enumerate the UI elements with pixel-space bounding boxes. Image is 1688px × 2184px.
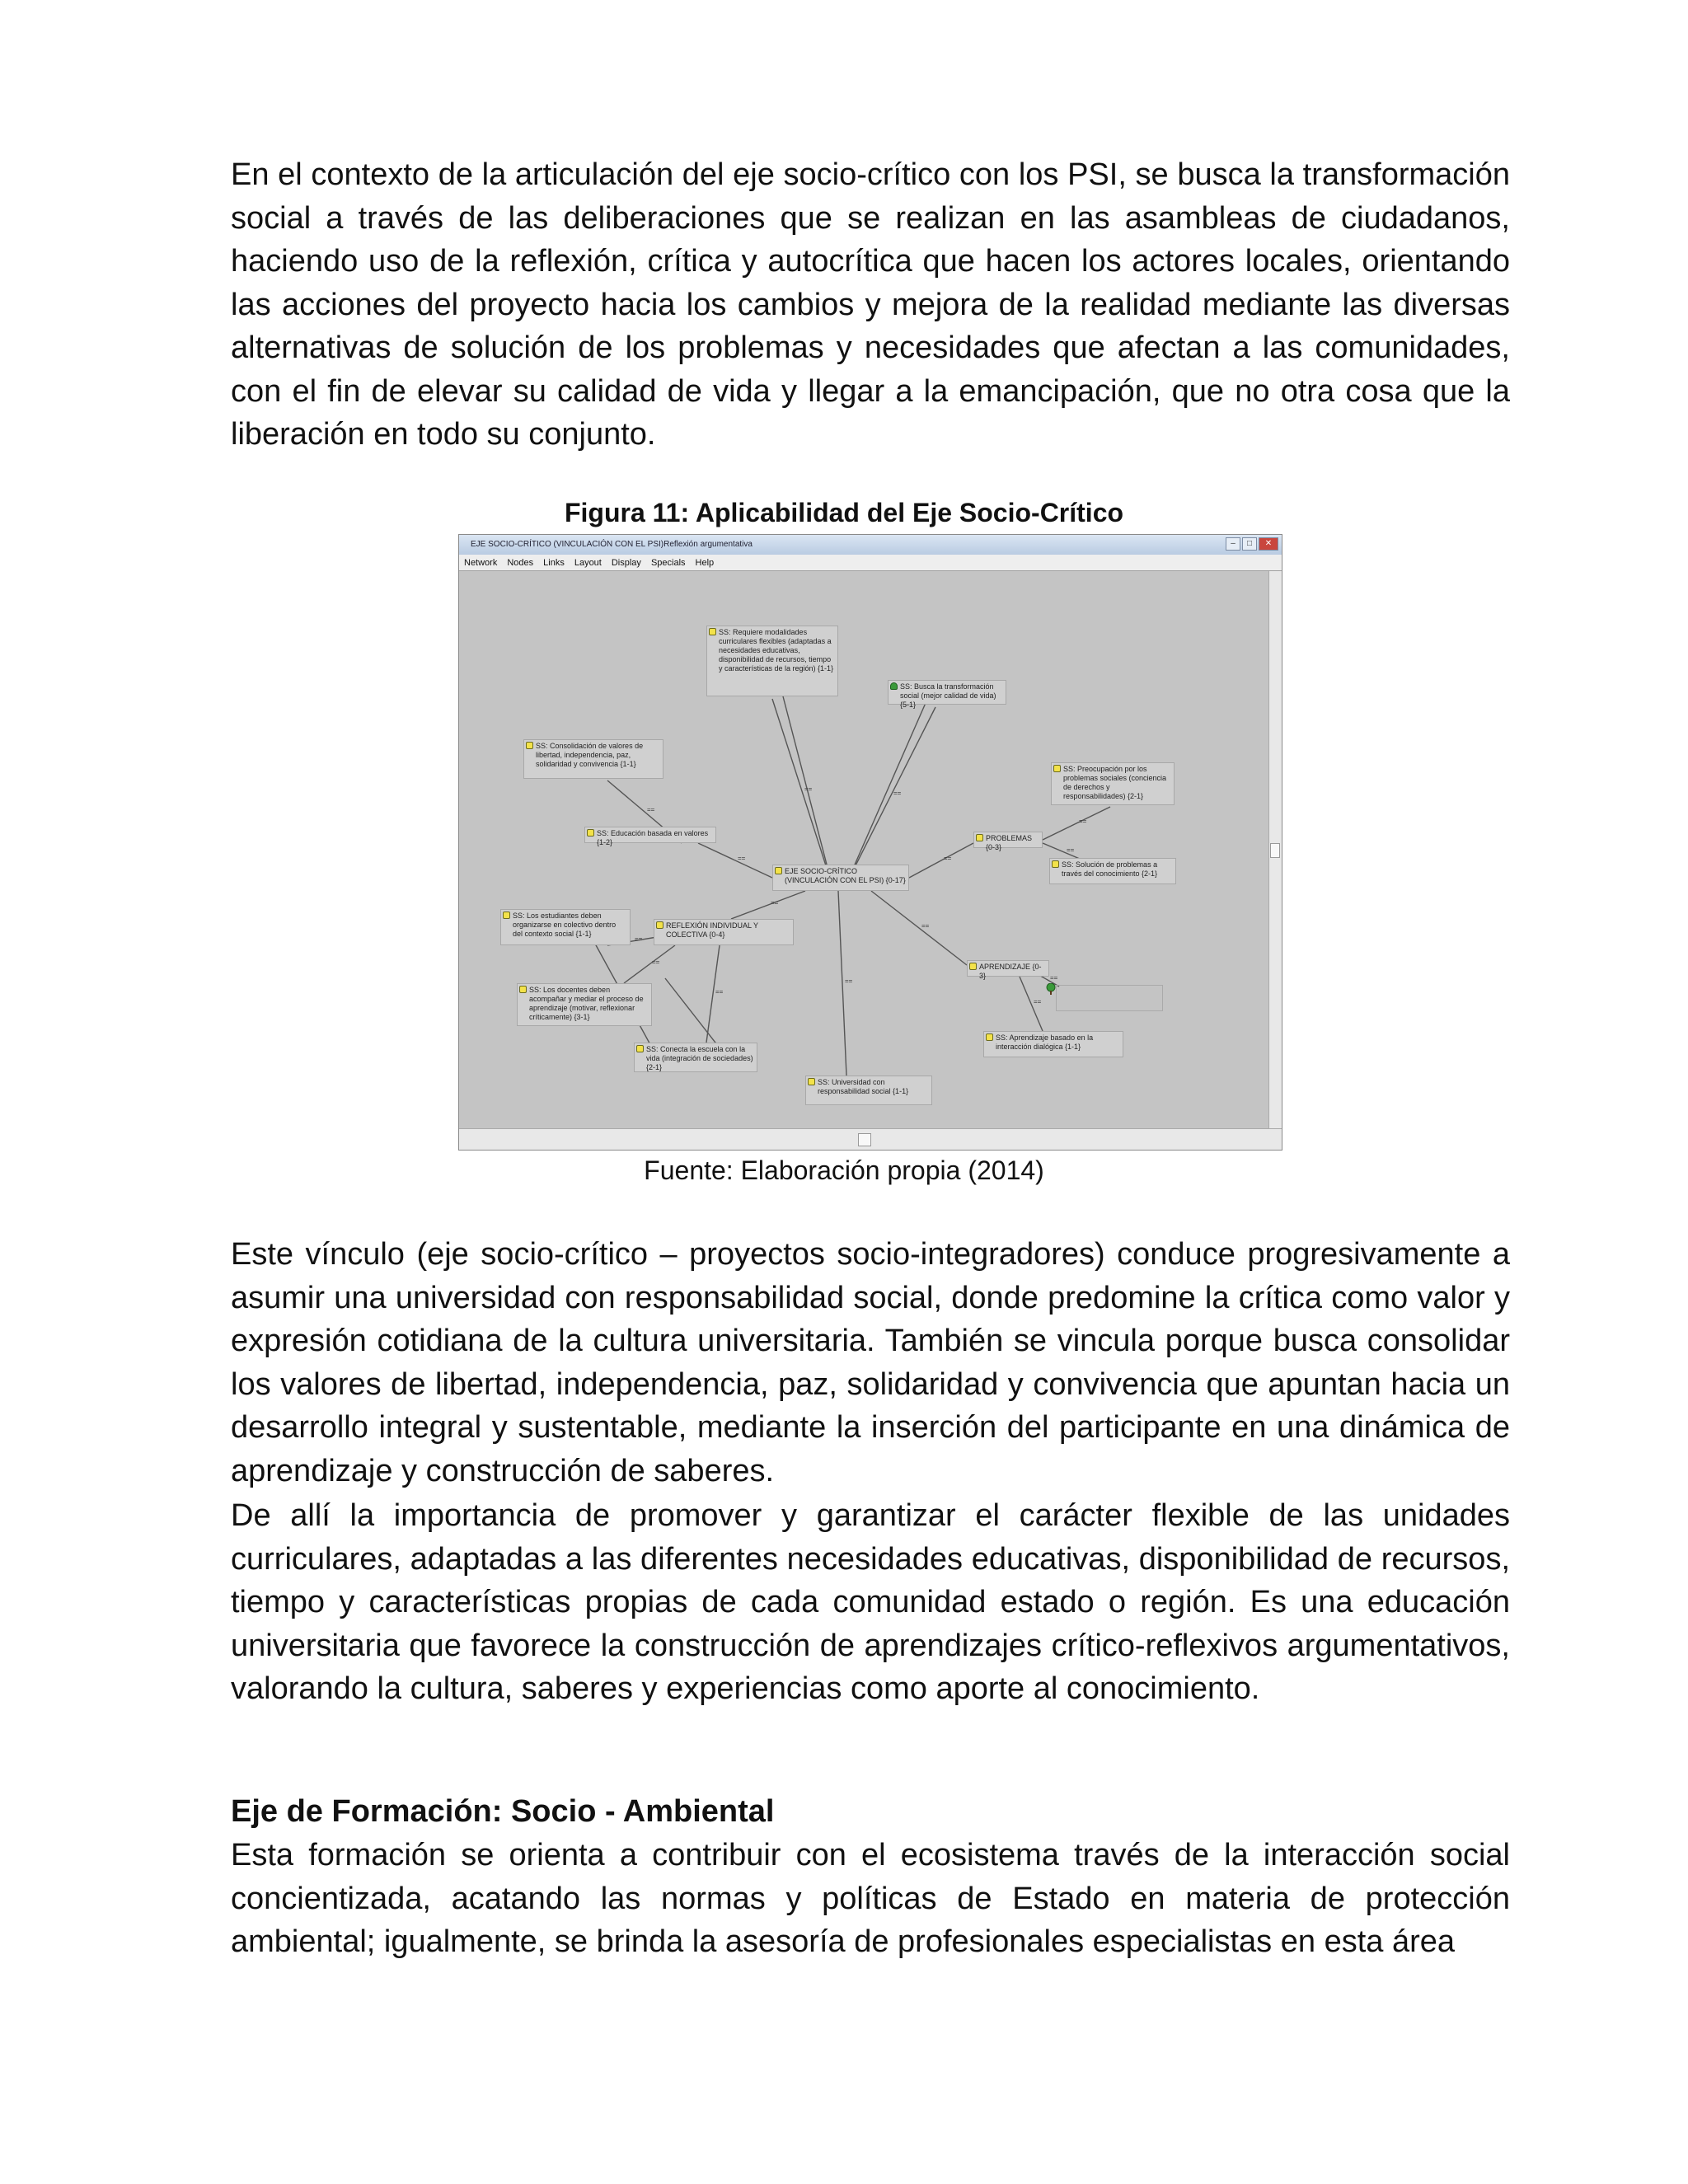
code-icon: [503, 912, 510, 919]
horizontal-scrollbar[interactable]: [459, 1128, 1282, 1150]
node-escuela[interactable]: SS: Conecta la escuela con la vida (integración de sociedades) {2-1}: [634, 1043, 757, 1072]
menu-links[interactable]: Links: [543, 558, 565, 568]
paragraph-vinculo: Este vínculo (eje socio-crítico – proyectos socio-integradores) conduce progresivamente a asumir una universidad con responsabilidad social, donde predomine la crítica como valor y expresión cotidiana de la cultura universitaria. También se vincula porque busca consolidar los valores de libertad, independencia, paz, solidaridad y convivencia que apuntan hacia un desarrollo integral y sustentable, mediante la inserción del participante en una dinámica de aprendizaje y construcción de saberes.: [231, 1237, 1510, 1488]
maximize-icon[interactable]: □: [1242, 537, 1257, 551]
node-solucion[interactable]: SS: Solución de problemas a través del conocimiento {2-1}: [1049, 858, 1176, 884]
window-controls: [1226, 537, 1278, 551]
link-center-transformacion: [846, 707, 935, 883]
node-reflexion[interactable]: REFLEXIÓN INDIVIDUAL Y COLECTIVA {0-4}: [654, 919, 794, 945]
code-icon: [1052, 860, 1059, 868]
menu-specials[interactable]: Specials: [650, 558, 686, 568]
paragraph-intro: En el contexto de la articulación del eje socio-crítico con los PSI, se busca la transformación social a través de las deliberaciones que se realizan en las asambleas de ciudadanos, haciendo uso de la reflexión, crítica y autocrítica que hacen los actores locales, orientando las acciones del proyecto hacia los cambios y mejora de la realidad mediante las diversas alternativas de solución de los problemas y necesidades que afectan a las comunidades, con el fin de elevar su calidad de vida y llegar a la emancipación, que no otra cosa que la liberación en todo su conjunto.: [231, 157, 1510, 452]
tree-icon: [890, 682, 898, 690]
paragraph-importancia: De allí la importancia de promover y garantizar el carácter flexible de las unidades curriculares, adaptadas a las diferentes necesidades educativas, disponibilidad de recursos, tiempo y características propias de cada comunidad estado o región. Es una educación universitaria que favorece la construcción de aprendizajes crítico-reflexivos argumentativos, valorando la cultura, saberes y experiencias como aporte al conocimiento.: [231, 1498, 1510, 1706]
link-problemas-preocupacion: [1043, 807, 1110, 840]
menu-layout[interactable]: Layout: [574, 558, 602, 568]
link-label: ==: [1079, 818, 1087, 825]
node-transformacion[interactable]: SS: Busca la transformación social (mejor calidad de vida) {5-1}: [888, 680, 1006, 705]
link-label: ==: [804, 785, 813, 793]
link-label: ==: [1034, 998, 1042, 1005]
link-center-educacion: [698, 843, 772, 878]
node-docentes[interactable]: SS: Los docentes deben acompañar y mediar el proceso de aprendizaje (motivar, reflexionar críticamente) {3-1}: [517, 983, 652, 1026]
menu-bar: [459, 555, 1282, 571]
node-aprendizaje[interactable]: APRENDIZAJE {0-3}: [967, 960, 1049, 977]
link-label: ==: [893, 790, 902, 797]
node-center[interactable]: EJE SOCIO-CRÍTICO (VINCULACIÓN CON EL PSI) {0-17}: [772, 865, 909, 891]
link-label: ==: [845, 977, 853, 985]
figure-source: Fuente: Elaboración propia (2014): [644, 1155, 1044, 1185]
menu-nodes[interactable]: Nodes: [507, 558, 534, 568]
link-center-aprendizaje: [871, 891, 967, 965]
code-icon: [808, 1078, 815, 1085]
code-icon: [587, 829, 594, 837]
node-consolidacion[interactable]: SS: Consolidación de valores de libertad, independencia, paz, solidaridad y convivencia {1-1}: [523, 739, 663, 779]
window-title: EJE SOCIO-CRÍTICO (VINCULACIÓN CON EL PSI)Reflexión argumentativa: [471, 540, 753, 549]
scroll-thumb[interactable]: [1270, 843, 1280, 858]
link-label: ==: [635, 935, 643, 943]
code-icon: [986, 1033, 993, 1041]
link-label: ==: [715, 988, 724, 996]
link-label: ==: [921, 922, 930, 930]
menu-help[interactable]: Help: [695, 558, 715, 568]
close-icon[interactable]: ✕: [1259, 537, 1278, 551]
link-center-problemas: [909, 843, 973, 878]
link-label: ==: [652, 958, 660, 966]
figure-title: Figura 11: Aplicabilidad del Eje Socio-Crítico: [564, 498, 1124, 527]
link-center-modalidades: [772, 699, 832, 883]
window-titlebar: [459, 535, 1282, 555]
node-universidad[interactable]: SS: Universidad con responsabilidad social {1-1}: [805, 1076, 932, 1105]
node-preocupacion[interactable]: SS: Preocupación por los problemas sociales (conciencia de derechos y responsabilidades) {2-1}: [1051, 762, 1175, 805]
code-icon: [636, 1045, 644, 1052]
network-canvas[interactable]: [459, 571, 1270, 1128]
network-window-screenshot: [458, 534, 1282, 1151]
code-icon: [775, 867, 782, 874]
link-label: ==: [944, 855, 952, 862]
link-label: ==: [771, 899, 779, 907]
link-reflexion-docentes: [624, 945, 675, 983]
code-icon: [656, 921, 663, 929]
code-icon: [526, 742, 533, 749]
link-label: ==: [647, 806, 655, 813]
network-link-set: [459, 571, 1270, 1128]
node-lone[interactable]: [1056, 985, 1163, 1011]
code-icon: [1053, 765, 1061, 772]
section-heading: Eje de Formación: Socio - Ambiental: [231, 1794, 775, 1829]
vertical-scrollbar[interactable]: [1268, 571, 1282, 1128]
node-aprendizaje-dialogico[interactable]: SS: Aprendizaje basado en la interacción dialógica {1-1}: [983, 1031, 1123, 1057]
link-label: ==: [738, 855, 746, 862]
code-icon: [969, 963, 977, 970]
scroll-thumb[interactable]: [858, 1133, 871, 1146]
menu-display[interactable]: Display: [611, 558, 641, 568]
paragraph-socio-ambiental: Esta formación se orienta a contribuir con el ecosistema través de la interacción social concientizada, acatando las normas y políticas de Estado en materia de protección ambiental; igualmente, se brinda la asesoría de profesionales especialistas en esta área: [231, 1838, 1510, 1959]
link-label: ==: [1067, 846, 1075, 854]
node-estudiantes[interactable]: SS: Los estudiantes deben organizarse en colectivo dentro del contexto social {1-1}: [500, 909, 631, 945]
node-modalidades[interactable]: SS: Requiere modalidades curriculares flexibles (adaptadas a necesidades educativas, disponibilidad de recursos, tiempo y características de la región) {1-1}: [706, 626, 838, 696]
node-educacion-valores[interactable]: SS: Educación basada en valores {1-2}: [584, 827, 716, 843]
code-icon: [709, 628, 716, 635]
menu-network[interactable]: Network: [464, 558, 498, 568]
minimize-icon[interactable]: –: [1226, 537, 1240, 551]
code-icon: [519, 986, 527, 993]
tree-icon: [1046, 983, 1056, 995]
node-problemas[interactable]: PROBLEMAS {0-3}: [973, 832, 1043, 848]
link-label: ==: [1050, 974, 1058, 982]
code-icon: [976, 834, 983, 841]
link-center-reflexion: [731, 891, 805, 919]
